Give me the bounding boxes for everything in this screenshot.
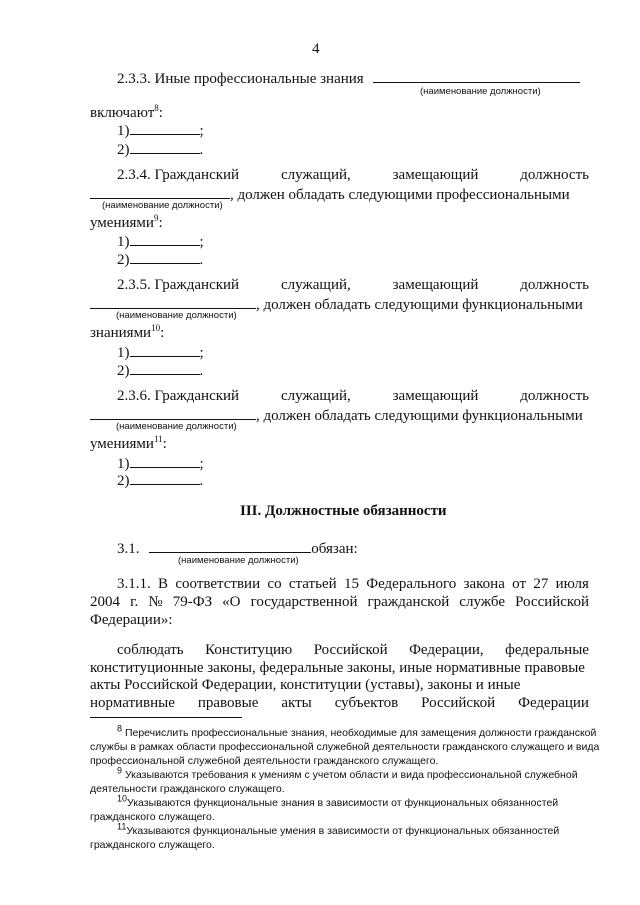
list-item-end: . (199, 142, 204, 158)
section-number: 3.1. (117, 541, 140, 557)
section-heading: III. Должностные обязанности (240, 503, 447, 519)
position-caption: (наименование должности) (102, 200, 223, 211)
footnote-8-line3: профессиональной служебной деятельности гражданского служащего. (90, 755, 439, 767)
line-text: , должен обладать следующими функциональными (256, 297, 583, 313)
section-2-3-6-tail: умениями$^{11}$: (90, 434, 167, 452)
footnote-9-line2: деятельности гражданского служащего. (90, 783, 285, 795)
item-blank (130, 249, 200, 264)
footnote-11 (117, 821, 560, 838)
word: Федерального (366, 576, 457, 592)
word: июля (555, 576, 589, 592)
includes-label: включают$^8$: (90, 103, 163, 121)
footnote-ref-11: 11 (153, 434, 163, 444)
word: Российской (421, 695, 496, 711)
word: субъектов (334, 695, 399, 711)
word: службе (459, 594, 505, 610)
word: 79-ФЗ (172, 594, 213, 610)
item-blank (130, 360, 200, 375)
word: гражданской (367, 594, 450, 610)
section-2-3-4-line1 (117, 166, 589, 184)
list-item-number: 2) (117, 363, 130, 379)
footnote-ref-9: 9 (153, 213, 159, 223)
word: должность (520, 277, 589, 293)
position-caption: (наименование должности) (116, 310, 237, 321)
word: замещающий (392, 277, 479, 293)
item-blank (130, 342, 200, 357)
word: правовые (197, 695, 259, 711)
position-blank (149, 538, 311, 553)
footnote-text: Указываются функциональные знания в зависимости от функциональных обязанностей (127, 797, 559, 809)
word: Российской (515, 594, 589, 610)
list-item-number: 1) (117, 456, 130, 472)
list-item-number: 1) (117, 123, 130, 139)
word: 15 (343, 576, 359, 592)
footnote-separator (90, 717, 242, 718)
word: Федерации, (409, 642, 484, 658)
word: должность (520, 388, 589, 404)
list-item-end: ; (199, 123, 204, 139)
word: от (512, 576, 527, 592)
item-blank (130, 139, 200, 154)
list-item-number: 2) (117, 473, 130, 489)
item-blank (130, 120, 200, 135)
word: должность (520, 167, 589, 183)
item-blank (130, 470, 200, 485)
footnote-text: Перечислить профессиональные знания, необходимые для замещения должности гражданской (124, 727, 597, 739)
tail-text: знаниями (90, 325, 152, 341)
list-item-number: 1) (117, 234, 130, 250)
footnote-text: Указываются функциональные умения в зависимости от функциональных обязанностей (126, 825, 560, 837)
position-blank (373, 68, 580, 83)
section-2-3-5-line1 (117, 276, 589, 294)
list-item-number: 2) (117, 252, 130, 268)
word: 2.3.6. Гражданский (117, 388, 240, 404)
list-item-1 (117, 342, 204, 362)
word: акты (281, 695, 312, 711)
word: федеральные (505, 642, 589, 658)
word: соответствии (175, 576, 261, 592)
paragraph-line4 (90, 694, 589, 712)
section-2-3-4-tail: умениями$^9$: (90, 213, 163, 231)
word: служащий, (280, 388, 351, 404)
position-caption: (наименование должности) (420, 86, 541, 97)
word: государственной (250, 594, 358, 610)
section-2-3-5-tail: знаниями$^{10}$: (90, 323, 165, 341)
word: Федерации (518, 695, 589, 711)
list-item-number: 2) (117, 142, 130, 158)
word: соблюдать (117, 642, 184, 658)
paragraph-line1 (117, 641, 589, 659)
footnote-number: 11 (117, 821, 127, 832)
footnote-number: 9 (117, 765, 123, 776)
section-3-1-1-line1 (117, 575, 589, 593)
list-item-2 (117, 249, 203, 269)
includes-text: включают (90, 105, 155, 121)
paragraph-line3: акты Российской Федерации, конституции (уставы), законы и иные (90, 677, 521, 693)
position-caption: (наименование должности) (178, 555, 299, 566)
tail-text: умениями (90, 215, 154, 231)
list-item-end: ; (199, 456, 204, 472)
word: 3.1.1. (117, 576, 151, 592)
position-caption: (наименование должности) (116, 421, 237, 432)
word: закона (463, 576, 505, 592)
word: статьей (288, 576, 337, 592)
footnote-8 (117, 723, 597, 740)
list-item-2 (117, 139, 203, 159)
list-item-1 (117, 231, 204, 251)
line-text: , должен обладать следующими профессиональными (230, 187, 570, 203)
word: 2004 (90, 594, 120, 610)
position-blank (90, 184, 230, 199)
tail-text: умениями (90, 436, 154, 452)
obliged-text: обязан: (311, 541, 358, 557)
footnote-10 (117, 793, 559, 810)
list-item-end: . (199, 252, 204, 268)
footnote-text: Указываются требования к умениям с учетом области и вида профессиональной служебной (124, 769, 578, 781)
line-text: , должен обладать следующими функциональными (256, 408, 583, 424)
footnote-number: 8 (117, 723, 123, 734)
list-item-end: . (199, 473, 204, 489)
list-item-end: ; (199, 234, 204, 250)
section-2-3-6-line1 (117, 387, 589, 405)
footnote-ref-8: 8 (154, 103, 159, 113)
word: 2.3.5. Гражданский (117, 277, 240, 293)
item-blank (130, 453, 200, 468)
word: служащий, (280, 277, 351, 293)
section-2-3-3-text: 2.3.3. Иные профессиональные знания (117, 71, 364, 87)
word: замещающий (392, 167, 479, 183)
item-blank (130, 231, 200, 246)
section-2-3-3-title (117, 68, 580, 88)
list-item-end: . (199, 363, 204, 379)
word: нормативные (90, 695, 175, 711)
word: 27 (533, 576, 549, 592)
word: Российской (313, 642, 388, 658)
position-blank (90, 405, 256, 420)
list-item-1 (117, 120, 204, 140)
word: 2.3.4. Гражданский (117, 167, 240, 183)
word: В (158, 576, 169, 592)
word: № (148, 594, 163, 610)
footnote-ref-10: 10 (151, 323, 161, 333)
section-3-1-1-line3: Федерации»: (90, 612, 173, 628)
list-item-number: 1) (117, 345, 130, 361)
footnote-8-line2: службы в рамках области профессиональной служебной деятельности гражданского служащего и вида (90, 741, 600, 753)
footnote-11-line2: гражданского служащего. (90, 839, 215, 851)
footnote-number: 10 (117, 793, 128, 804)
list-item-end: ; (199, 345, 204, 361)
section-3-1-1-line2 (90, 593, 589, 611)
paragraph-line2: конституционные законы, федеральные законы, иные нормативные правовые (90, 660, 585, 676)
word: замещающий (392, 388, 479, 404)
position-blank (90, 294, 256, 309)
list-item-2 (117, 470, 203, 490)
word: г. (130, 594, 139, 610)
footnote-10-line2: гражданского служащего. (90, 811, 215, 823)
page-number: 4 (312, 41, 320, 57)
footnote-9 (117, 765, 578, 782)
word: Конституцию (205, 642, 293, 658)
list-item-2 (117, 360, 203, 380)
word: служащий, (280, 167, 351, 183)
word: со (267, 576, 282, 592)
word: «О (222, 594, 241, 610)
